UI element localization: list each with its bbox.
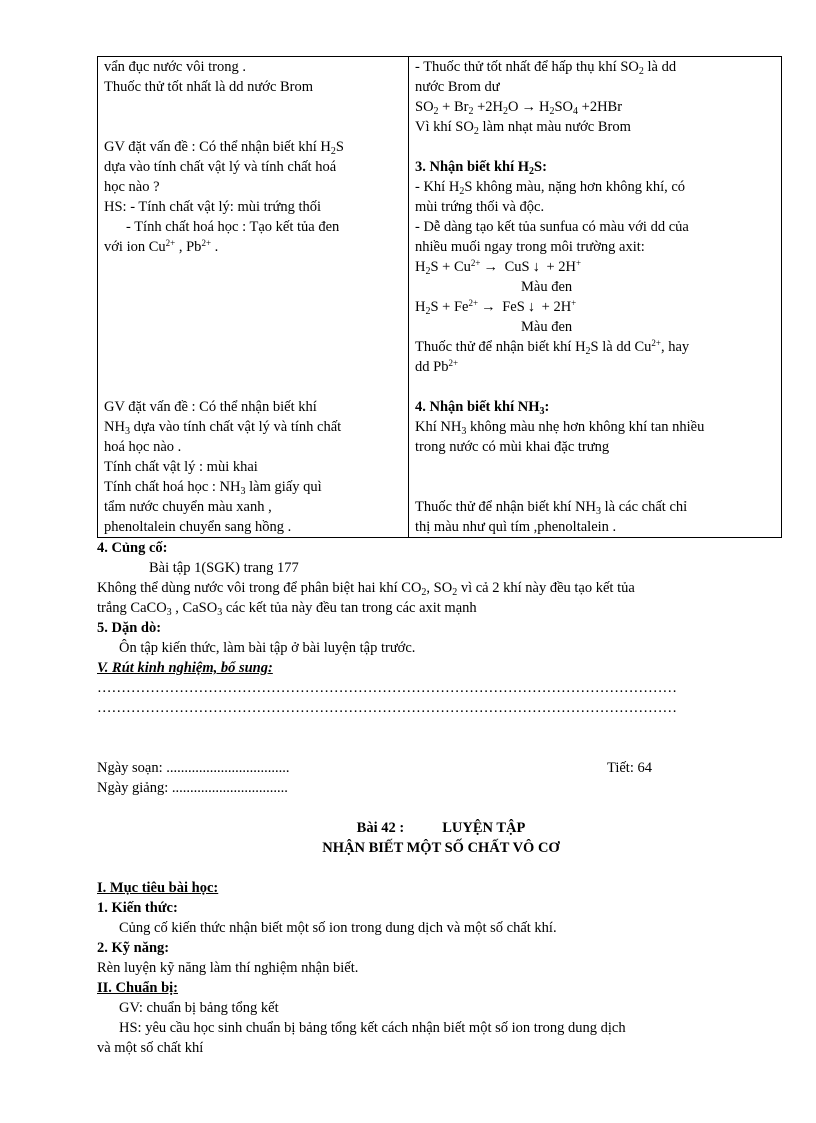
- text-line: Thuốc thử để nhận biết khí $H_2S$ là dd $Cu^{2+}$, hay: [415, 338, 690, 357]
- text-line: - Thuốc thử tốt nhất để hấp thụ khí $SO_2$ là dd: [415, 59, 677, 77]
- section-heading: 4. Nhận biết khí $NH_3$:: [415, 399, 550, 417]
- document-page: [97, 56, 785, 1058]
- section-heading: 3. Nhận biết khí $H_2S$:: [415, 159, 547, 177]
- section-heading: 4. Củng cố:: [97, 540, 168, 556]
- text-line: hoá học nào .: [104, 439, 182, 455]
- text-line: Tính chất hoá học : $NH_3$ làm giấy quì: [104, 479, 322, 497]
- text-line: GV đặt vấn đề : Có thể nhận biết khí $H_2S$: [104, 139, 344, 157]
- text-line: Củng cố kiến thức nhận biết một số ion trong dung dịch và một số chất khí.: [119, 920, 557, 936]
- text-line: Không thể dùng nước vôi trong để phân biệt hai khí $CO_2$, $SO_2$ vì cả 2 khí này đều tạo kết tủa: [97, 580, 635, 598]
- text-line: Ôn tập kiến thức, làm bài tập ở bài luyện tập trước.: [119, 640, 416, 656]
- section-heading: 5. Dặn dò:: [97, 620, 162, 636]
- student-content-cell: [409, 57, 782, 538]
- prep-date: Ngày soạn: ..................................: [97, 760, 290, 776]
- text-line: học nào ?: [104, 179, 160, 195]
- text-line: $NH_3$ dựa vào tính chất vật lý và tính chất: [104, 419, 342, 437]
- text-line: tẩm nước chuyển màu xanh ,: [104, 499, 272, 515]
- right-arrow-icon: →: [521, 99, 536, 115]
- text-line: và một số chất khí: [97, 1040, 204, 1056]
- down-arrow-icon: ↓: [527, 299, 536, 315]
- text-line: mùi trứng thối và độc.: [415, 199, 545, 215]
- text-line: Rèn luyện kỹ năng làm thí nghiệm nhận biết.: [97, 960, 359, 976]
- lesson-subtitle: NHẬN BIẾT MỘT SỐ CHẤT VÔ CƠ: [322, 840, 560, 856]
- down-arrow-icon: ↓: [532, 259, 540, 275]
- teacher-activity-cell: [98, 57, 409, 538]
- section-heading: 1. Kiến thức:: [97, 900, 178, 916]
- teach-date: Ngày giảng: ................................: [97, 780, 288, 796]
- text-line: với ion $Cu^{2+}$ , $Pb^{2+}$ .: [104, 238, 219, 255]
- text-line: - Tính chất hoá học : Tạo kết tủa đen: [126, 219, 340, 235]
- text-line: Thuốc thử tốt nhất là dd nước Brom: [104, 79, 314, 95]
- h2s-fe-equation: $H_2S + Fe^{2+}$ → FeS ↓ + 2H+: [415, 298, 577, 317]
- text-line: trong nước có mùi khai đặc trưng: [415, 439, 610, 455]
- text-line: GV đặt vấn đề : Có thể nhận biết khí: [104, 399, 317, 415]
- section-heading: 2. Kỹ năng:: [97, 940, 170, 956]
- h2s-cu-equation: $H_2S + Cu^{2+}$ → CuS ↓ + 2H+: [415, 258, 582, 277]
- text-line: nhiều muối ngay trong môi trường axit:: [415, 239, 645, 255]
- lesson-title: Bài 42 : LUYỆN TẬP: [356, 820, 526, 836]
- precipitate-color: Màu đen: [521, 319, 573, 335]
- section-heading: II. Chuẩn bị:: [97, 980, 178, 996]
- period-number: Tiết: 64: [607, 760, 652, 776]
- right-arrow-icon: →: [481, 299, 496, 315]
- text-line: Bài tập 1(SGK) trang 177: [149, 560, 299, 576]
- right-arrow-icon: →: [483, 259, 498, 275]
- text-line: trắng CaCO$_3$ , CaSO$_3$ các kết tủa này đều tan trong các axit mạnh: [97, 600, 477, 618]
- text-line: nước Brom dư: [415, 79, 500, 95]
- text-line: Vì khí $SO_2$ làm nhạt màu nước Brom: [415, 119, 631, 137]
- lesson-table: [97, 56, 782, 538]
- text-line: Khí $NH_3$ không màu nhẹ hơn không khí tan nhiều: [415, 419, 705, 437]
- text-line: vẩn đục nước vôi trong .: [104, 59, 246, 75]
- dotted-line: …………………………………………………………………………………………………………: [97, 680, 677, 696]
- text-line: - Dễ dàng tạo kết tủa sunfua có màu với dd của: [415, 219, 689, 235]
- text-line: Tính chất vật lý : mùi khai: [104, 459, 258, 475]
- precipitate-color: Màu đen: [521, 279, 573, 295]
- text-line: dd $Pb^{2+}$: [415, 358, 459, 375]
- text-line: Thuốc thử để nhận biết khí $NH_3$ là các chất chỉ: [415, 499, 688, 517]
- prep-date-row: [97, 758, 785, 778]
- section-heading: I. Mục tiêu bài học:: [97, 880, 219, 896]
- text-line: - Khí $H_2S$ không màu, nặng hơn không khí, có: [415, 179, 686, 197]
- text-line: GV: chuẩn bị bảng tổng kết: [119, 1000, 279, 1016]
- so2-equation: $SO_2 + Br_2 +2H_2O \to H_2SO_4 +2HBr$: [415, 99, 623, 117]
- dotted-line: …………………………………………………………………………………………………………: [97, 700, 677, 716]
- section-heading: V. Rút kinh nghiệm, bổ sung:: [97, 660, 273, 676]
- text-line: dựa vào tính chất vật lý và tính chất hoá: [104, 159, 337, 175]
- text-line: thị màu như quì tím ,phenoltalein .: [415, 519, 617, 535]
- text-line: HS: - Tính chất vật lý: mùi trứng thối: [104, 199, 322, 215]
- text-line: HS: yêu cầu học sinh chuẩn bị bảng tổng kết cách nhận biết một số ion trong dung dịch: [119, 1020, 626, 1036]
- table-row: [98, 57, 782, 538]
- text-line: phenoltalein chuyển sang hồng .: [104, 519, 292, 535]
